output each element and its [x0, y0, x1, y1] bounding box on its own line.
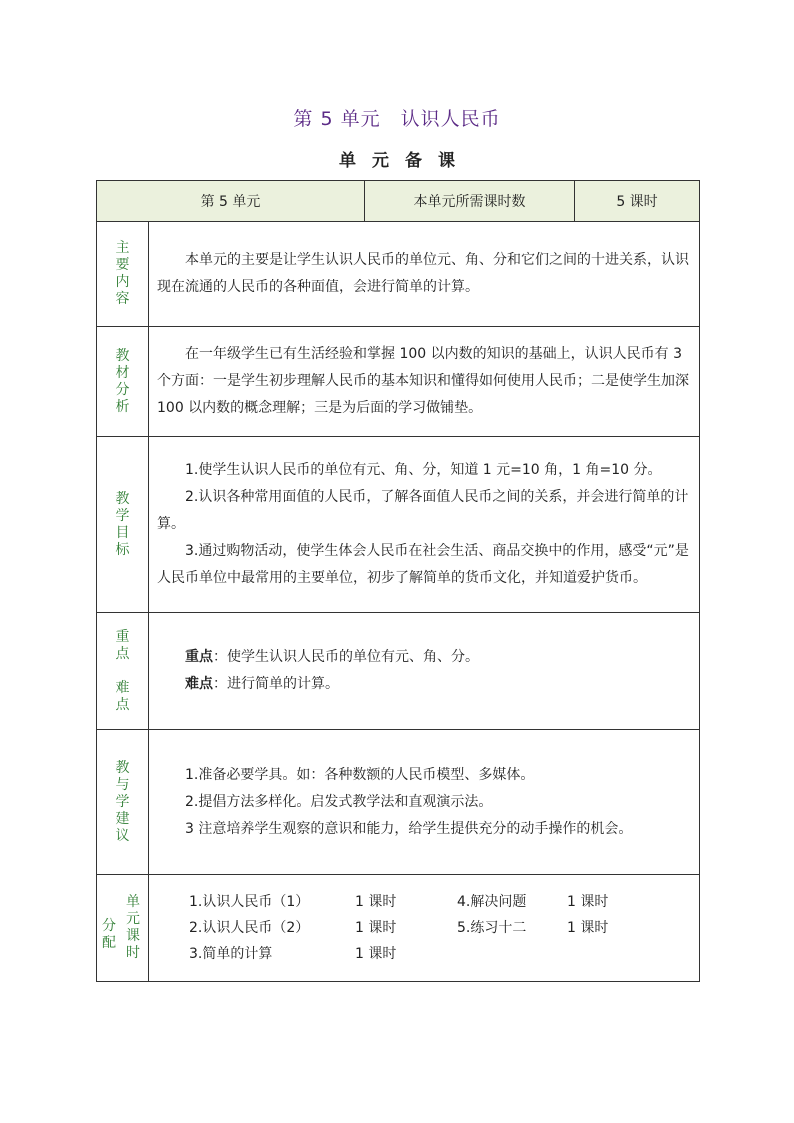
header-row — [97, 181, 700, 222]
row-key-points — [97, 613, 700, 730]
goal-item: 1.使学生认识人民币的单位有元、角、分，知道 1 元=10 角，1 角=10 分。 — [185, 462, 662, 478]
cell-schedule — [149, 875, 700, 982]
cell-key-points — [149, 613, 700, 730]
header-hours-label: 本单元所需课时数 — [365, 181, 575, 222]
row-suggestions — [97, 730, 700, 875]
suggestion-item: 1.准备必要学具。如：各种数额的人民币模型、多媒体。 — [185, 766, 535, 783]
label-schedule — [97, 875, 149, 982]
cell-main-content — [149, 222, 700, 327]
cell-material-analysis — [149, 327, 700, 437]
main-content-text: 本单元的主要是让学生认识人民币的单位元、角、分和它们之间的十进关系，认识现在流通的人民币的各种面值，会进行简单的计算。 — [157, 252, 689, 295]
suggestion-item: 2.提倡方法多样化。启发式教学法和直观演示法。 — [185, 793, 493, 810]
suggestion-item: 3 注意培养学生观察的意识和能力，给学生提供充分的动手操作的机会。 — [185, 820, 633, 837]
page-subtitle: 单元备课 — [339, 151, 471, 171]
schedule-row: 2.认识人民币（2） 1 课时 5.练习十二 1 课时 — [189, 920, 609, 936]
goal-item: 2.认识各种常用面值的人民币，了解各面值人民币之间的关系，并会进行简单的计算。 — [157, 489, 689, 532]
label-material-analysis: 教材分析 — [97, 327, 149, 437]
row-main-content — [97, 222, 700, 327]
row-material-analysis — [97, 327, 700, 437]
row-teaching-goals — [97, 437, 700, 613]
page-title: 第 5 单元 认识人民币 — [293, 108, 501, 130]
label-teaching-goals: 教学目标 — [97, 437, 149, 613]
label-suggestions: 教与学建议 — [97, 730, 149, 875]
cell-suggestions — [149, 730, 700, 875]
label-main-content: 主要内容 — [97, 222, 149, 327]
unit-plan-table — [96, 180, 700, 982]
header-unit: 第 5 单元 — [97, 181, 365, 222]
schedule-label-right: 单元课时 — [126, 894, 140, 961]
key-point-line: 重点：使学生认识人民币的单位有元、角、分。 — [185, 649, 479, 665]
material-analysis-text: 在一年级学生已有生活经验和掌握 100 以内数的知识的基础上，认识人民币有 3 个方面：一是学生初步理解人民币的基本知识和懂得如何使用人民币；二是使学生加深 100 以内数的概念理解；三是为后面的学习做铺垫。 — [157, 346, 689, 416]
schedule-label-left: 分配 — [102, 918, 116, 951]
label-key-points: 重点 难点 — [97, 613, 149, 730]
header-hours-value: 5 课时 — [575, 181, 700, 222]
schedule-row: 1.认识人民币（1） 1 课时 4.解决问题 1 课时 — [189, 894, 609, 910]
difficult-point-line: 难点：进行简单的计算。 — [185, 676, 339, 692]
schedule-row: 3.简单的计算 1 课时 — [189, 946, 397, 962]
cell-teaching-goals — [149, 437, 700, 613]
goal-item: 3.通过购物活动，使学生体会人民币在社会生活、商品交换中的作用，感受“元”是人民币单位中最常用的主要单位，初步了解简单的货币文化，并知道爱护货币。 — [157, 543, 689, 586]
row-schedule — [97, 875, 700, 982]
